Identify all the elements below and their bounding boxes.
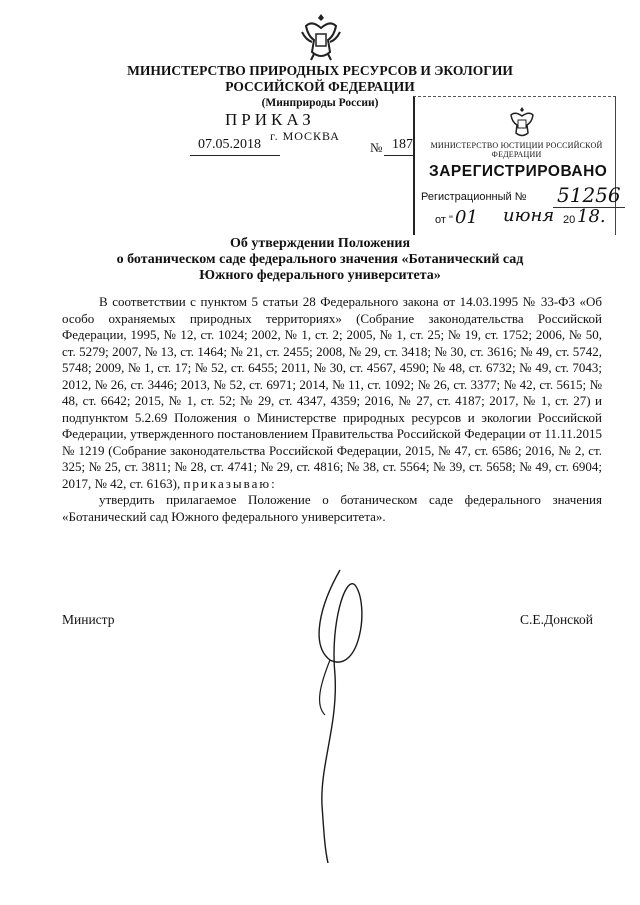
stamp-date-prefix: от "	[435, 214, 453, 226]
document-date: 07.05.2018	[198, 137, 261, 152]
document-title	[0, 236, 640, 284]
document-city: г. МОСКВА	[270, 129, 340, 143]
preamble-text: В соответствии с пунктом 5 статьи 28 Федерального закона от 14.03.1995 № 33-ФЗ «Об особо охраняемых природных территориях» (Собрание законодательства Российской Федерации, 1995, № 12, ст. 1024; 2002, № 1, ст. 2; 2005, № 1, ст. 25; № 19, ст. 1752; 2006, № 50, ст. 5279; 2007, № 13, ст. 1464; № 21, ст. 2455; 2008, № 29, ст. 3418; № 30, ст. 3616; № 49, ст. 5742, 5748; 2009, № 1, ст. 17; № 52, ст. 6455; 2011, № 30, ст. 4567, 4590; № 48, ст. 6732; № 49, ст. 7043; 2012, № 26, ст. 3446; 2013, № 52, ст. 6971; 2014, № 11, ст. 1092; № 26, ст. 3377; № 42, ст. 5615; № 48, ст. 6642; 2015, № 1, ст. 52; № 29, ст. 4347, 4359; 2016, № 27, ст. 4187; 2017, № 1, ст. 27) и подпунктом 5.2.69 Положения о Министерстве природных ресурсов и экологии Российской Федерации, утвержденного постановлением Правительства Российской Федерации от 11.11.2015 № 1219 (Собрание законодательства Российской Федерации, 2015, № 47, ст. 6586; 2016, № 2, ст. 325; № 25, ст. 3811; № 28, ст. 4741; № 29, ст. 4816; № 38, ст. 5564; № 39, ст. 5658; № 49, ст. 6904; 2017, № 42, ст. 6163),	[62, 294, 602, 491]
ministry-short-name: (Минприроды России)	[261, 97, 379, 109]
signatory-position: Министр	[62, 612, 115, 627]
registration-stamp	[413, 96, 621, 235]
handwritten-signature	[300, 565, 390, 865]
preamble-paragraph	[62, 294, 602, 492]
stamp-registered-label: ЗАРЕГИСТРИРОВАНО	[429, 163, 608, 180]
ministry-name-line1: МИНИСТЕРСТВО ПРИРОДНЫХ РЕСУРСОВ И ЭКОЛОГИИ	[127, 63, 513, 78]
stamp-date-year-prefix: 20	[563, 214, 576, 226]
stamp-reg-number-label: Регистрационный №	[421, 191, 527, 203]
date-underline	[190, 155, 280, 156]
title-line2: о ботаническом саде федерального значения «Ботанический сад	[116, 252, 524, 267]
stamp-reg-number: 51256	[553, 183, 625, 208]
order-word: приказываю:	[183, 475, 277, 491]
number-underline	[384, 155, 414, 156]
stamp-coat-of-arms-icon	[507, 105, 537, 139]
stamp-date-year: 18.	[577, 206, 606, 227]
stamp-date-month: июня	[503, 205, 555, 226]
title-line3: Южного федерального университета»	[199, 268, 441, 283]
stamp-ministry-name: МИНИСТЕРСТВО ЮСТИЦИИ РОССИЙСКОЙ ФЕДЕРАЦИИ	[430, 141, 603, 159]
document-number: 187	[392, 137, 413, 152]
decree-paragraph: утвердить прилагаемое Положение о ботаническом саде федерального значения «Ботанический сад Южного федерального университета».	[62, 492, 602, 524]
document-type: ПРИКАЗ	[225, 110, 315, 129]
document-body	[62, 294, 602, 525]
signatory-name: С.Е.Донской	[520, 612, 594, 627]
title-line1: Об утверждении Положения	[229, 236, 411, 251]
coat-of-arms-icon	[298, 10, 344, 64]
number-sign: №	[370, 140, 383, 155]
stamp-date-day: 01	[455, 207, 478, 228]
ministry-name-line2: РОССИЙСКОЙ ФЕДЕРАЦИИ	[225, 79, 415, 94]
